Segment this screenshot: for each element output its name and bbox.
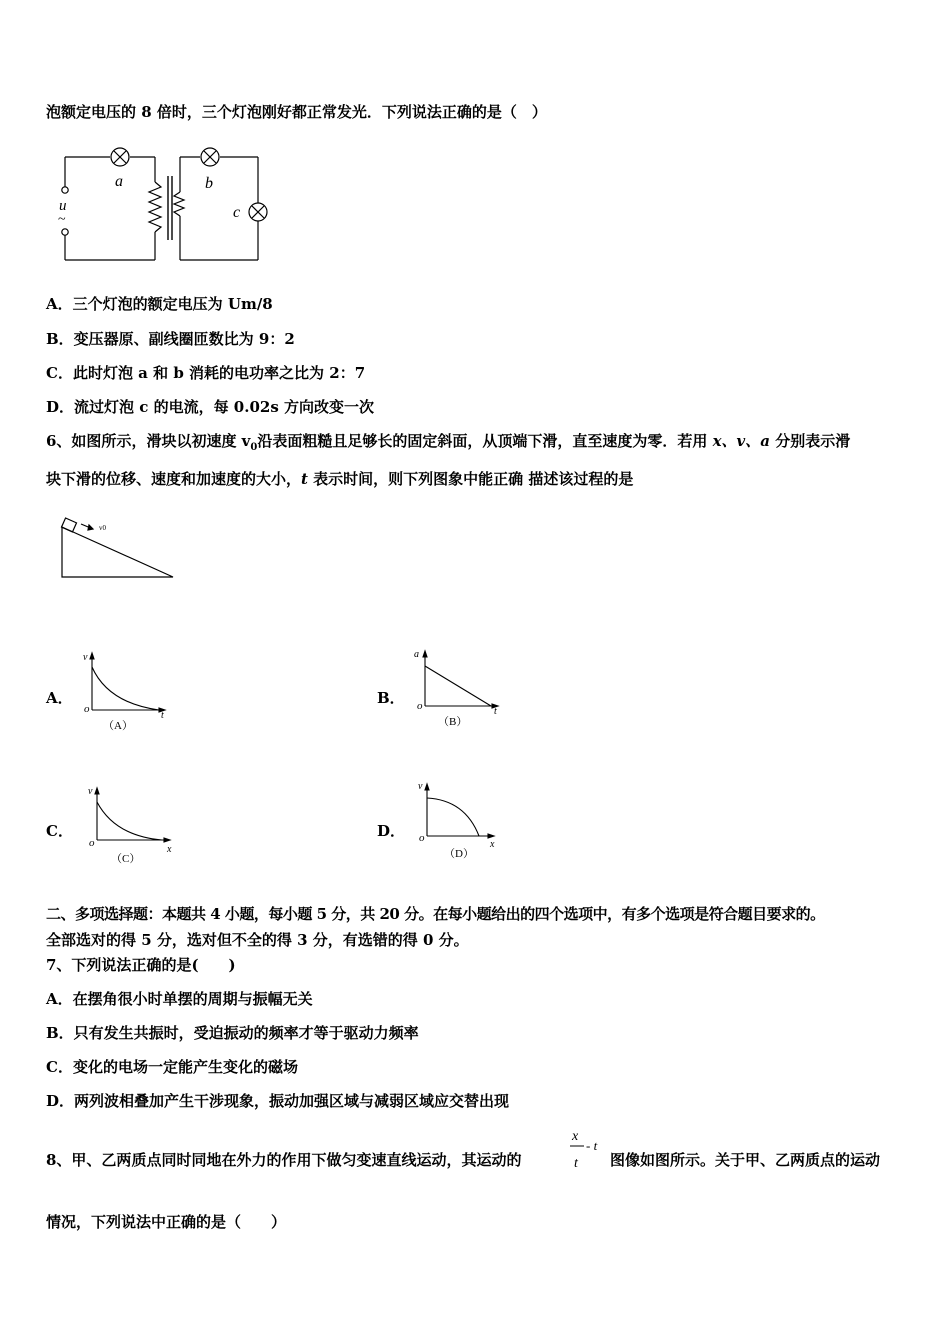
graph-a-x-label: t [161, 710, 164, 721]
q5-intro: 泡额定电压的 8 倍时，三个灯泡刚好都正常发光．下列说法正确的是（ ） [46, 103, 547, 121]
q6-line1-part2: 沿表面粗糙且足够长的固定斜面，从顶端下滑，直至速度为零．若用 [257, 432, 713, 450]
label-u: u [59, 198, 67, 214]
graph-b-line [425, 666, 491, 706]
graph-c-x-label: x [167, 844, 172, 855]
primary-coil-icon [149, 182, 161, 232]
q6-option-a-letter: A． [46, 689, 73, 707]
incline-icon [62, 527, 173, 577]
graph-c-y-label: v [88, 786, 93, 797]
q5-option-c: C．此时灯泡 a 和 b 消耗的电功率之比为 2：7 [46, 364, 366, 382]
secondary-coil-icon [174, 192, 184, 216]
graph-c [80, 782, 180, 872]
incline-figure [55, 515, 180, 580]
q8-line2: 情况，下列说法中正确的是（ ） [46, 1213, 287, 1231]
q6-line1 [46, 431, 850, 458]
q7-option-c: C．变化的电场一定能产生变化的磁场 [46, 1058, 298, 1076]
label-a: a [115, 173, 123, 190]
graph-a-y-label: v [83, 652, 88, 663]
q5-option-d: D．流过灯泡 c 的电流，每 0.02s 方向改变一次 [46, 398, 375, 416]
incline-v0-label: v0 [99, 524, 106, 532]
graph-a-origin: o [84, 703, 90, 715]
fraction-denominator: t [574, 1156, 578, 1171]
section2-line1: 二、多项选择题：本题共 4 小题，每小题 5 分，共 20 分。在每小题给出的四个选项中，有多个选项是符合题目要求的。 [46, 905, 825, 923]
graph-c-curve [97, 802, 162, 840]
transformer-circuit [55, 140, 285, 275]
graph-a-curve [92, 667, 159, 710]
q8-fraction [568, 1126, 610, 1174]
graph-c-caption: （C） [111, 853, 141, 865]
graph-d-x-label: x [490, 839, 495, 850]
graph-b-y-label: a [414, 649, 419, 660]
q7-option-a: A．在摆角很小时单摆的周期与振幅无关 [46, 990, 313, 1008]
graph-b-origin: o [417, 700, 423, 712]
q6-line2 [46, 469, 633, 489]
graph-c-y-arrow [95, 788, 99, 794]
graph-b-y-arrow [423, 651, 427, 657]
q6-line1-part1: 6、如图所示，滑块以初速度 v [46, 432, 251, 450]
terminal-top-icon [62, 187, 68, 193]
q6-t-variable: t [301, 470, 308, 488]
q6-line2-part2: 表示时间，则下列图象中能正确 描述该过程的是 [307, 470, 634, 488]
q8-line1-part2: 图像如图所示。关于甲、乙两质点的运动 [610, 1151, 881, 1169]
secondary-circuit [174, 148, 267, 260]
graph-d [410, 778, 510, 868]
q7-title: 7、下列说法正确的是( ) [46, 956, 236, 974]
graph-c-origin: o [89, 837, 95, 849]
graph-d-x-arrow [488, 834, 494, 838]
graph-b-x-label: t [494, 706, 497, 717]
q5-option-a: A．三个灯泡的额定电压为 Um/8 [46, 295, 273, 313]
q7-option-b: B．只有发生共振时，受迫振动的频率才等于驱动力频率 [46, 1024, 419, 1042]
q6-option-d-letter: D． [377, 822, 406, 840]
q6-line1-part3: 分别表示滑 [769, 432, 851, 450]
q6-option-c-letter: C． [46, 822, 73, 840]
graph-a-caption: （A） [103, 720, 133, 732]
graph-d-origin: o [419, 832, 425, 844]
graph-d-curve [427, 798, 479, 836]
graph-b [408, 645, 508, 735]
q6-line2-part1: 块下滑的位移、速度和加速度的大小， [46, 470, 302, 488]
graph-d-y-arrow [425, 784, 429, 790]
primary-circuit [62, 148, 161, 260]
q6-variables: x、v、a [712, 432, 770, 450]
graph-d-y-label: v [418, 781, 423, 792]
slider-block-icon [61, 518, 76, 532]
graph-a [75, 650, 175, 735]
section2-line2: 全部选对的得 5 分，选对但不全的得 3 分，有选错的得 0 分。 [46, 931, 469, 949]
graph-c-x-arrow [164, 838, 170, 842]
graph-a-y-arrow [90, 653, 94, 659]
label-ac: ~ [58, 212, 66, 227]
fraction-numerator: x [572, 1129, 579, 1144]
q7-option-d: D．两列波相叠加产生干涉现象，振动加强区域与减弱区域应交替出现 [46, 1092, 510, 1110]
label-c: c [233, 204, 241, 221]
q6-option-b-letter: B． [377, 689, 405, 707]
graph-d-caption: （D） [444, 848, 474, 860]
q5-option-b: B．变压器原、副线圈匝数比为 9：2 [46, 330, 295, 348]
q8-line1-part1: 8、甲、乙两质点同时同地在外力的作用下做匀变速直线运动，其运动的 [46, 1151, 522, 1169]
graph-b-caption: （B） [438, 716, 468, 728]
fraction-rest: - t [586, 1138, 598, 1153]
terminal-bottom-icon [62, 229, 68, 235]
q6-v0-subscript: 0 [250, 442, 258, 453]
label-b: b [205, 175, 213, 192]
arrowhead-icon [88, 525, 93, 530]
